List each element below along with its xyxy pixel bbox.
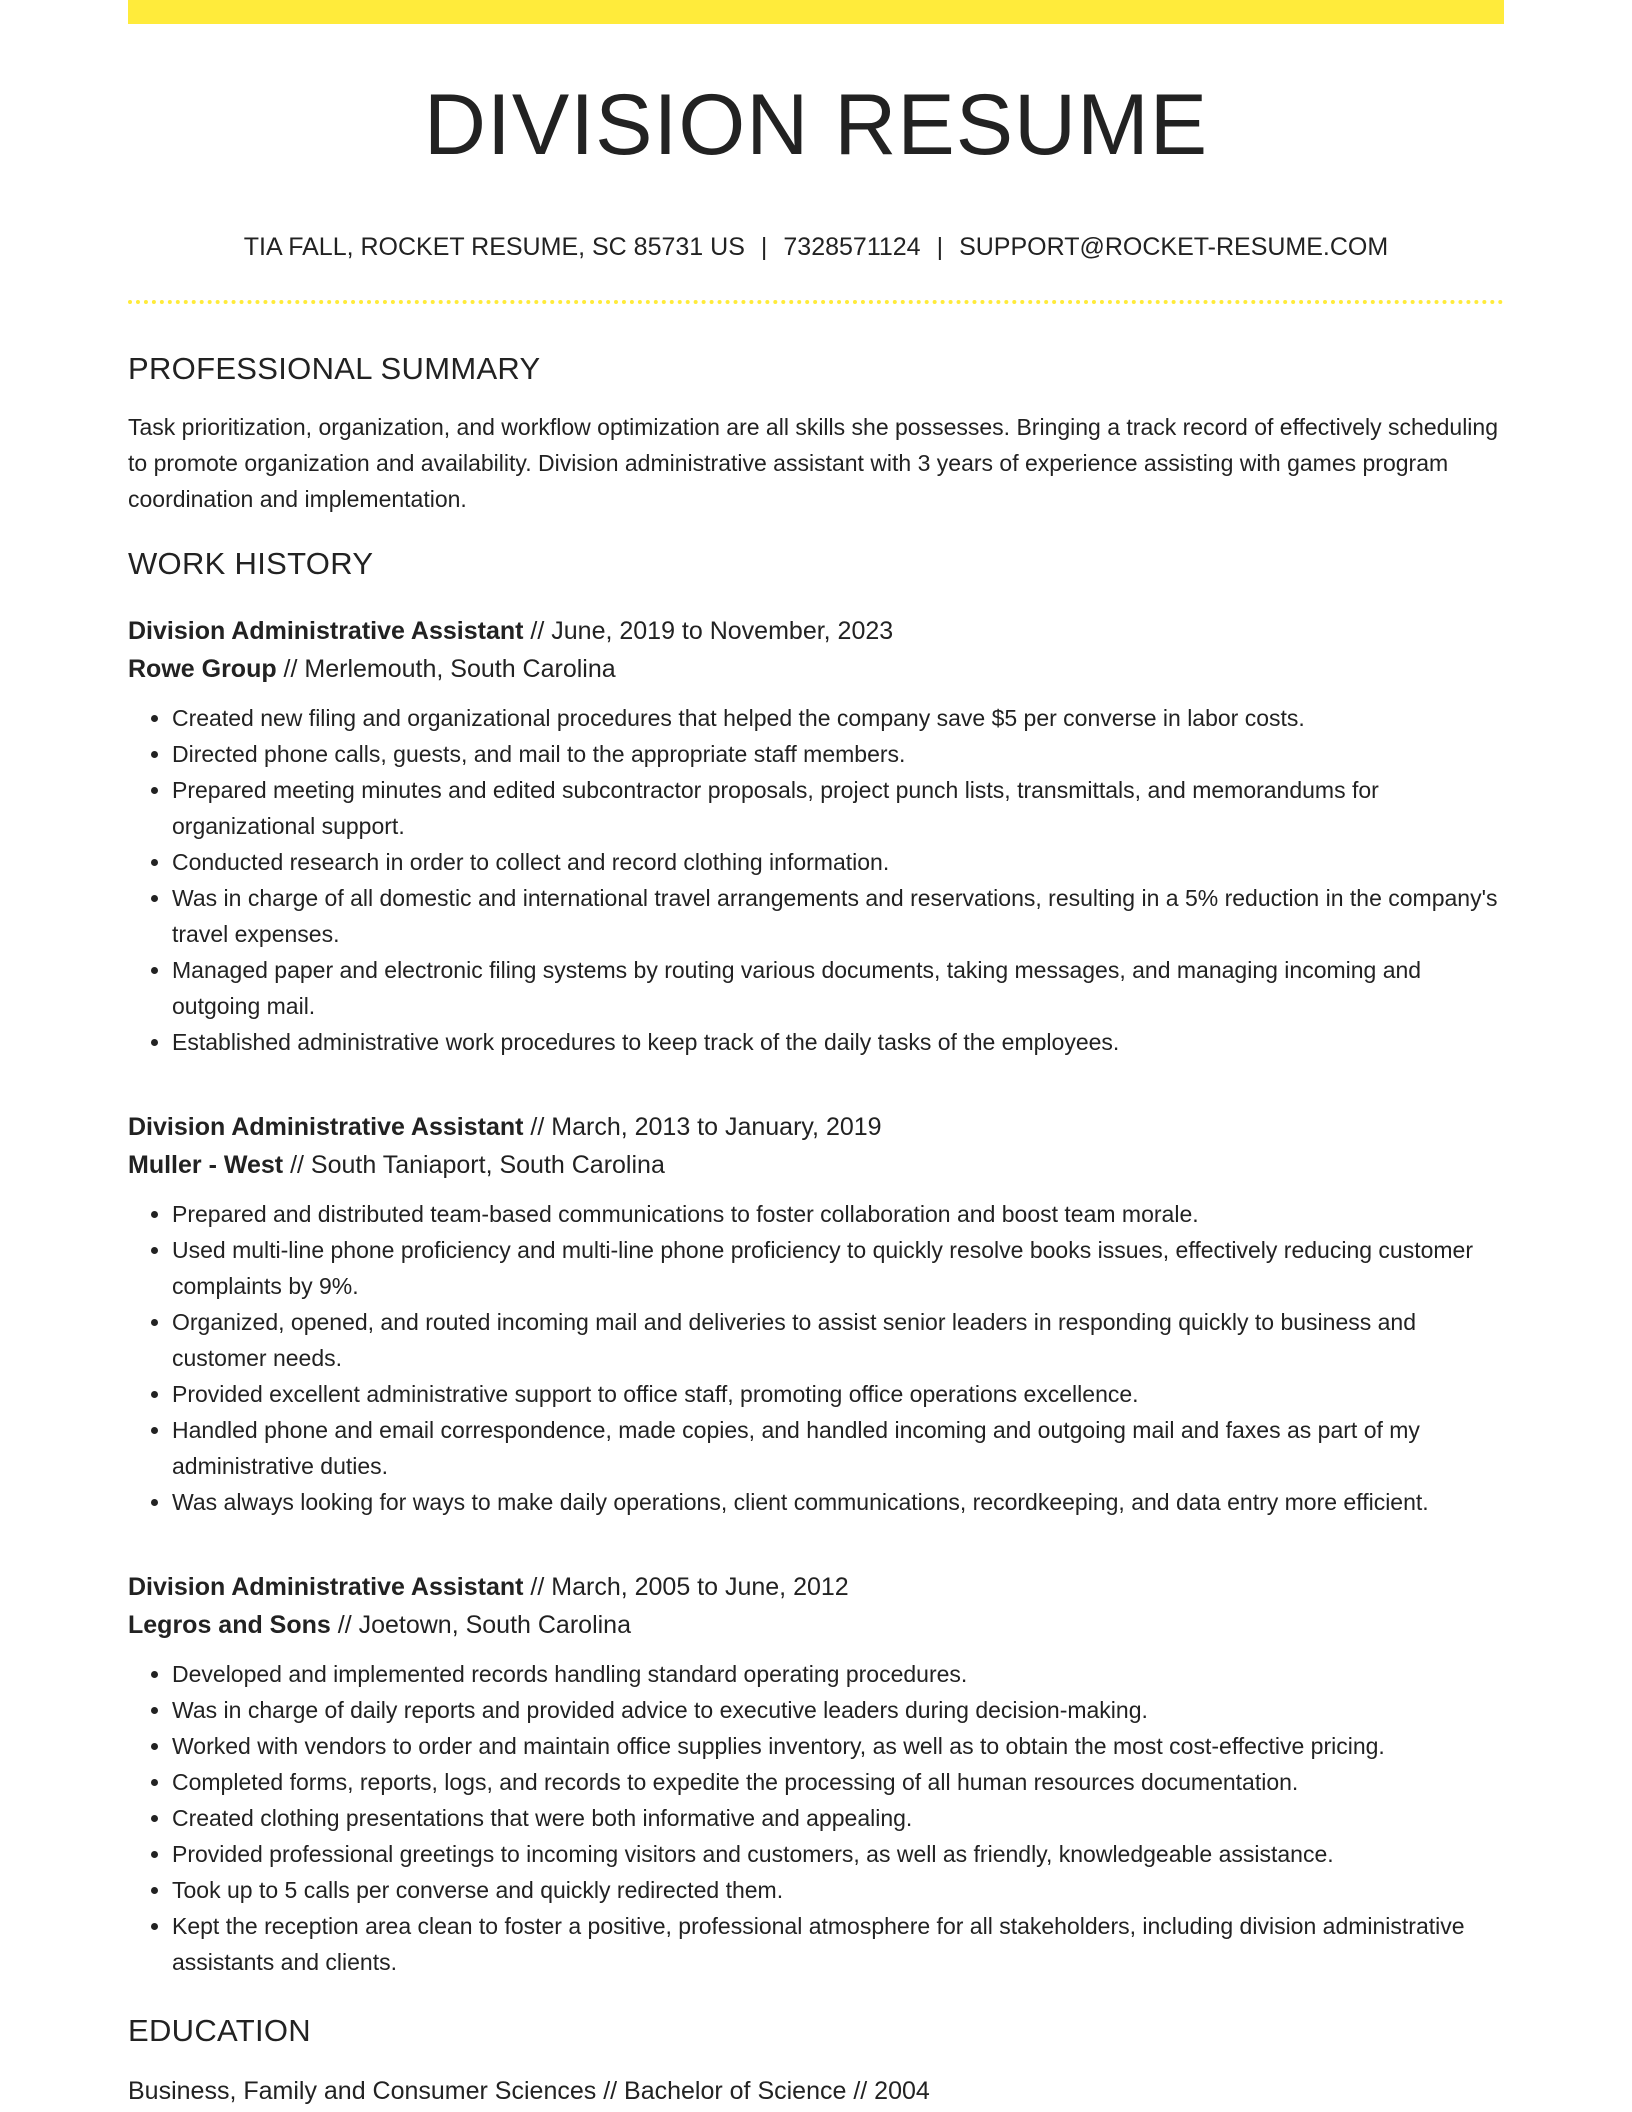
list-item: • Took up to 5 calls per converse and quickly redirected them. [172, 1872, 1504, 1908]
job-title-line [128, 1568, 1504, 1606]
list-item: • Kept the reception area clean to foster a positive, professional atmosphere for all stakeholders, including division administrative assistants and clients. [172, 1908, 1504, 1980]
job-bullets [128, 700, 1504, 1060]
job-entry [128, 1568, 1504, 1980]
list-item: • Established administrative work procedures to keep track of the daily tasks of the employees. [172, 1024, 1504, 1060]
job-title: Division Administrative Assistant [128, 617, 524, 646]
list-item: • Was in charge of all domestic and international travel arrangements and reservations, resulting in a 5% reduction in the company's travel expenses. [172, 880, 1504, 952]
list-item: • Managed paper and electronic filing systems by routing various documents, taking messages, and managing incoming and outgoing mail. [172, 952, 1504, 1024]
job-company: Muller - West [128, 1151, 284, 1180]
list-item: • Was in charge of daily reports and provided advice to executive leaders during decision-making. [172, 1692, 1504, 1728]
list-item: • Developed and implemented records handling standard operating procedures. [172, 1656, 1504, 1692]
summary-text: Task prioritization, organization, and workflow optimization are all skills she possesses. Bringing a track record of effectively scheduling to promote organization and availability. Division administrative assistant with 3 years of experience assisting with games program coordination and implementation. [128, 414, 1499, 513]
section-heading-work: WORK HISTORY [128, 546, 374, 582]
job-entry [128, 1108, 1504, 1520]
job-bullets [128, 1196, 1504, 1520]
education-line: Business, Family and Consumer Sciences // Bachelor of Science // 2004 [128, 2076, 930, 2105]
section-heading-education: EDUCATION [128, 2013, 311, 2049]
top-accent-bar [128, 0, 1504, 24]
job-title-line [128, 612, 1504, 650]
job-company: Rowe Group [128, 655, 277, 684]
dotted-divider [128, 300, 1504, 304]
job-title: Division Administrative Assistant [128, 1573, 524, 1602]
job-title: Division Administrative Assistant [128, 1113, 524, 1142]
list-item: • Handled phone and email correspondence, made copies, and handled incoming and outgoing mail and faxes as part of my administrative duties. [172, 1412, 1504, 1484]
contact-line [128, 232, 1504, 262]
job-location: // South Taniaport, South Carolina [283, 1151, 665, 1180]
job-company: Legros and Sons [128, 1611, 331, 1640]
contact-address: TIA FALL, ROCKET RESUME, SC 85731 US [243, 233, 745, 261]
resume-page [128, 0, 1504, 2110]
job-dates: // March, 2013 to January, 2019 [523, 1113, 882, 1142]
list-item: • Created clothing presentations that were both informative and appealing. [172, 1800, 1504, 1836]
list-item: • Used multi-line phone proficiency and multi-line phone proficiency to quickly resolve books issues, effectively reducing customer complaints by 9%. [172, 1232, 1504, 1304]
contact-separator: | [936, 233, 944, 261]
job-entry [128, 612, 1504, 1060]
list-item: • Was always looking for ways to make daily operations, client communications, recordkeeping, and data entry more efficient. [172, 1484, 1504, 1520]
job-title-line [128, 1108, 1504, 1146]
job-company-line [128, 650, 1504, 688]
job-company-line [128, 1146, 1504, 1184]
list-item: • Provided excellent administrative support to office staff, promoting office operations excellence. [172, 1376, 1504, 1412]
job-dates: // June, 2019 to November, 2023 [523, 617, 894, 646]
list-item: • Completed forms, reports, logs, and records to expedite the processing of all human resources documentation. [172, 1764, 1504, 1800]
contact-email[interactable]: SUPPORT@ROCKET-RESUME.COM [959, 233, 1389, 261]
contact-phone: 7328571124 [783, 233, 921, 261]
list-item: • Organized, opened, and routed incoming mail and deliveries to assist senior leaders in responding quickly to business and customer needs. [172, 1304, 1504, 1376]
list-item: • Directed phone calls, guests, and mail to the appropriate staff members. [172, 736, 1504, 772]
job-location: // Merlemouth, South Carolina [276, 655, 616, 684]
job-company-line [128, 1606, 1504, 1644]
section-heading-summary: PROFESSIONAL SUMMARY [128, 351, 541, 386]
job-dates: // March, 2005 to June, 2012 [523, 1573, 849, 1602]
list-item: • Conducted research in order to collect and record clothing information. [172, 844, 1504, 880]
list-item: • Prepared meeting minutes and edited subcontractor proposals, project punch lists, transmittals, and memorandums for organizational support. [172, 772, 1504, 844]
list-item: • Provided professional greetings to incoming visitors and customers, as well as friendly, knowledgeable assistance. [172, 1836, 1504, 1872]
job-location: // Joetown, South Carolina [330, 1611, 631, 1640]
list-item: • Created new filing and organizational procedures that helped the company save $5 per converse in labor costs. [172, 700, 1504, 736]
list-item: • Worked with vendors to order and maintain office supplies inventory, as well as to obtain the most cost-effective pricing. [172, 1728, 1504, 1764]
contact-separator: | [760, 233, 768, 261]
job-bullets [128, 1656, 1504, 1980]
list-item: • Prepared and distributed team-based communications to foster collaboration and boost team morale. [172, 1196, 1504, 1232]
resume-title: DIVISION RESUME [423, 77, 1209, 173]
